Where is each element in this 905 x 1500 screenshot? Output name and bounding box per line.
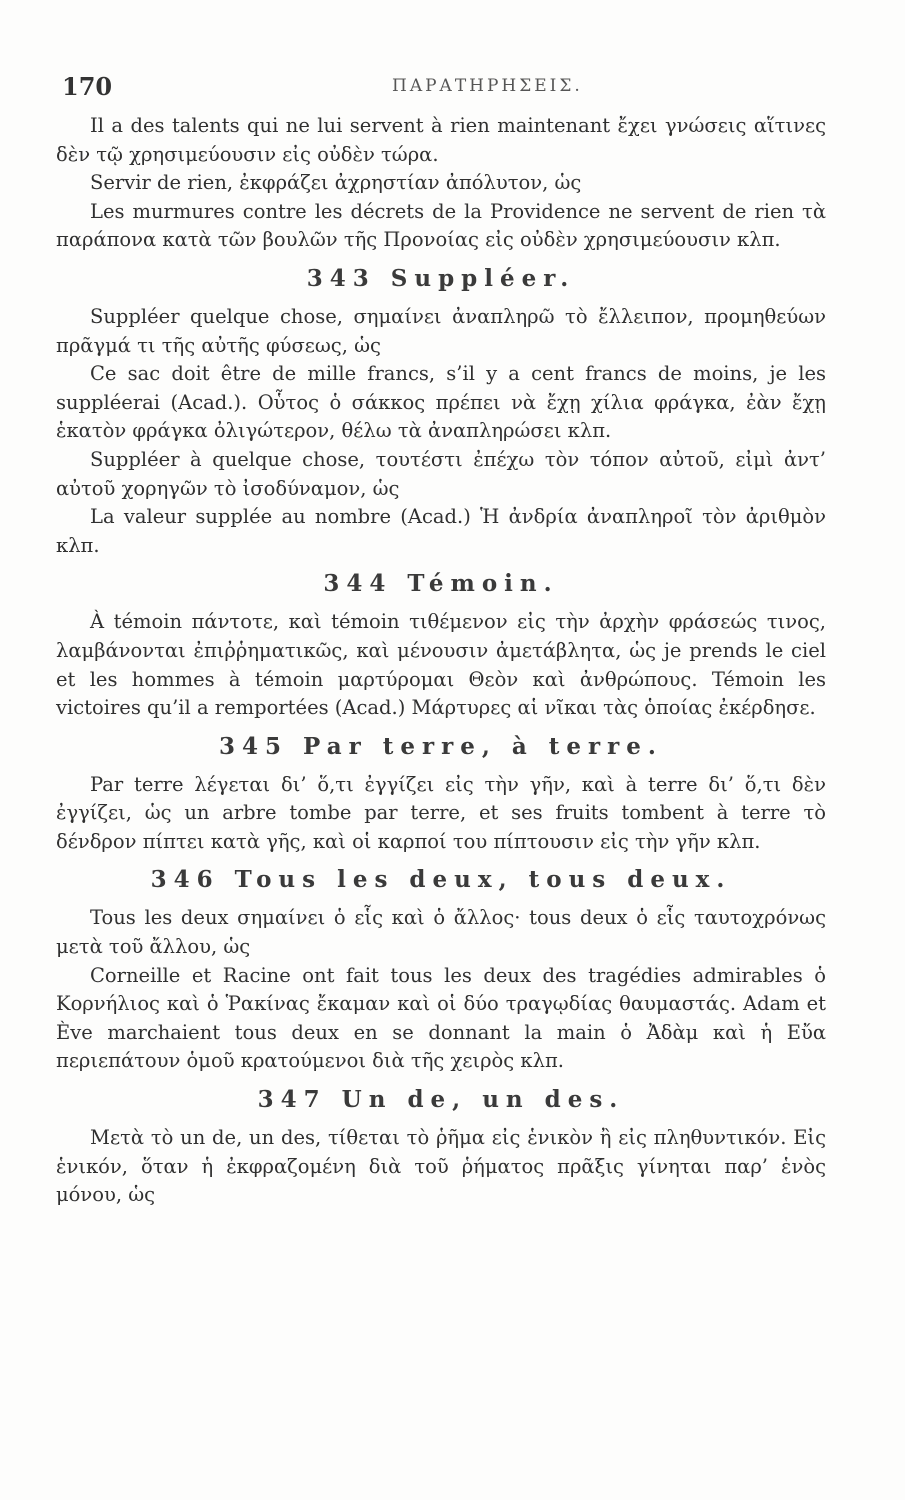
section-title-347: 347 Un de, un des.: [257, 1086, 625, 1114]
paragraph: Corneille et Racine ont fait tous les deux des tragédies admirables ὁ Κορνήλιος καὶ ὁ Ῥακίνας ἔκαμαν καὶ οἱ δύο τραγῳδίας θαυμαστάς. Adam et Ève marchaient tous deux en se donnant la main ὁ Ἀδὰμ καὶ ἡ Εὔα περιεπάτουν ὁμοῦ κρατούμενοι διὰ τῆς χειρὸς κλπ.: [56, 963, 826, 1073]
page-body: [56, 112, 826, 1210]
paragraph: La valeur supplée au nombre (Acad.) Ἡ ἀνδρία ἀναπληροῖ τὸν ἀριθμὸν κλπ.: [56, 505, 826, 557]
section-title-344: 344 Témoin.: [323, 570, 559, 598]
paragraph: Suppléer à quelque chose, τουτέστι ἐπέχω τὸν τόπον αὐτοῦ, εἰμὶ ἀντ’ αὐτοῦ χορηγῶν τὸ ἰσοδύναμον, ὡς: [56, 447, 826, 500]
paragraph: Les murmures contre les décrets de la Providence ne servent de rien τὰ παράπονα κατὰ τῶν βουλῶν τῆς Προνοίας εἰς οὐδὲν χρησιμεύουσιν κλπ.: [56, 199, 826, 252]
section-title-346: 346 Tous les deux, tous deux.: [150, 866, 732, 894]
page-number: 170: [62, 72, 113, 101]
section-title-343: 343 Suppléer.: [306, 264, 576, 292]
paragraph: Tous les deux σημαίνει ὁ εἷς καὶ ὁ ἄλλος· tous deux ὁ εἷς ταυτοχρόνως μετὰ τοῦ ἄλλου, ὡς: [56, 906, 826, 959]
paragraph: Servir de rien, ἐκφράζει ἀχρηστίαν ἀπόλυτον, ὡς: [90, 171, 582, 195]
section-title-345: 345 Par terre, à terre.: [219, 732, 663, 760]
running-title: ΠΑΡΑΤΗΡΗΣΕΙΣ.: [392, 76, 583, 96]
paragraph: Suppléer quelque chose, σημαίνει ἀναπληρῶ τὸ ἔλλειπον, προμηθεύων πρᾶγμά τι τῆς αὐτῆς φύσεως, ὡς: [56, 304, 826, 357]
paragraph: Ce sac doit être de mille francs, s’il y a cent francs de moins, je les suppléerai (Acad.). Οὗτος ὁ σάκκος πρέπει νὰ ἔχῃ χίλια φράγκα, ἐὰν ἔχῃ ἑκατὸν φράγκα ὀλιγώτερον, θέλω τὰ ἀναπληρώσει κλπ.: [56, 362, 826, 443]
page-header: [62, 72, 822, 102]
paragraph: Μετὰ τὸ un de, un des, τίθεται τὸ ῥῆμα εἰς ἑνικὸν ἢ εἰς πληθυντικόν. Εἰς ἑνικόν, ὅταν ἡ ἐκφραζομένη διὰ τοῦ ῥήματος πρᾶξις γίνηται παρ’ ἑνὸς μόνου, ὡς: [56, 1126, 826, 1207]
paragraph: Il a des talents qui ne lui servent à rien maintenant ἔχει γνώσεις αἵτινες δὲν τῷ χρησιμεύουσιν εἰς οὐδὲν τώρα.: [56, 114, 826, 166]
paragraph: À témoin πάντοτε, καὶ témoin τιθέμενον εἰς τὴν ἀρχὴν φράσεώς τινος, λαμβάνονται ἐπιῤῥηματικῶς, καὶ μένουσιν ἀμετάβλητα, ὡς je prends le ciel et les hommes à témoin μαρτύρομαι Θεὸν καὶ ἀνθρώπους. Témoin les victoires qu’il a remportées (Acad.) Μάρτυρες αἱ νῖκαι τὰς ὁποίας ἐκέρδησε.: [56, 610, 826, 720]
paragraph: Par terre λέγεται δι’ ὅ,τι ἐγγίζει εἰς τὴν γῆν, καὶ à terre δι’ ὅ,τι δὲν ἐγγίζει, ὡς un arbre tombe par terre, et ses fruits tombent à terre τὸ δένδρον πίπτει κατὰ γῆς, καὶ οἱ καρποί του πίπτουσιν εἰς τὴν γῆν κλπ.: [56, 772, 826, 853]
